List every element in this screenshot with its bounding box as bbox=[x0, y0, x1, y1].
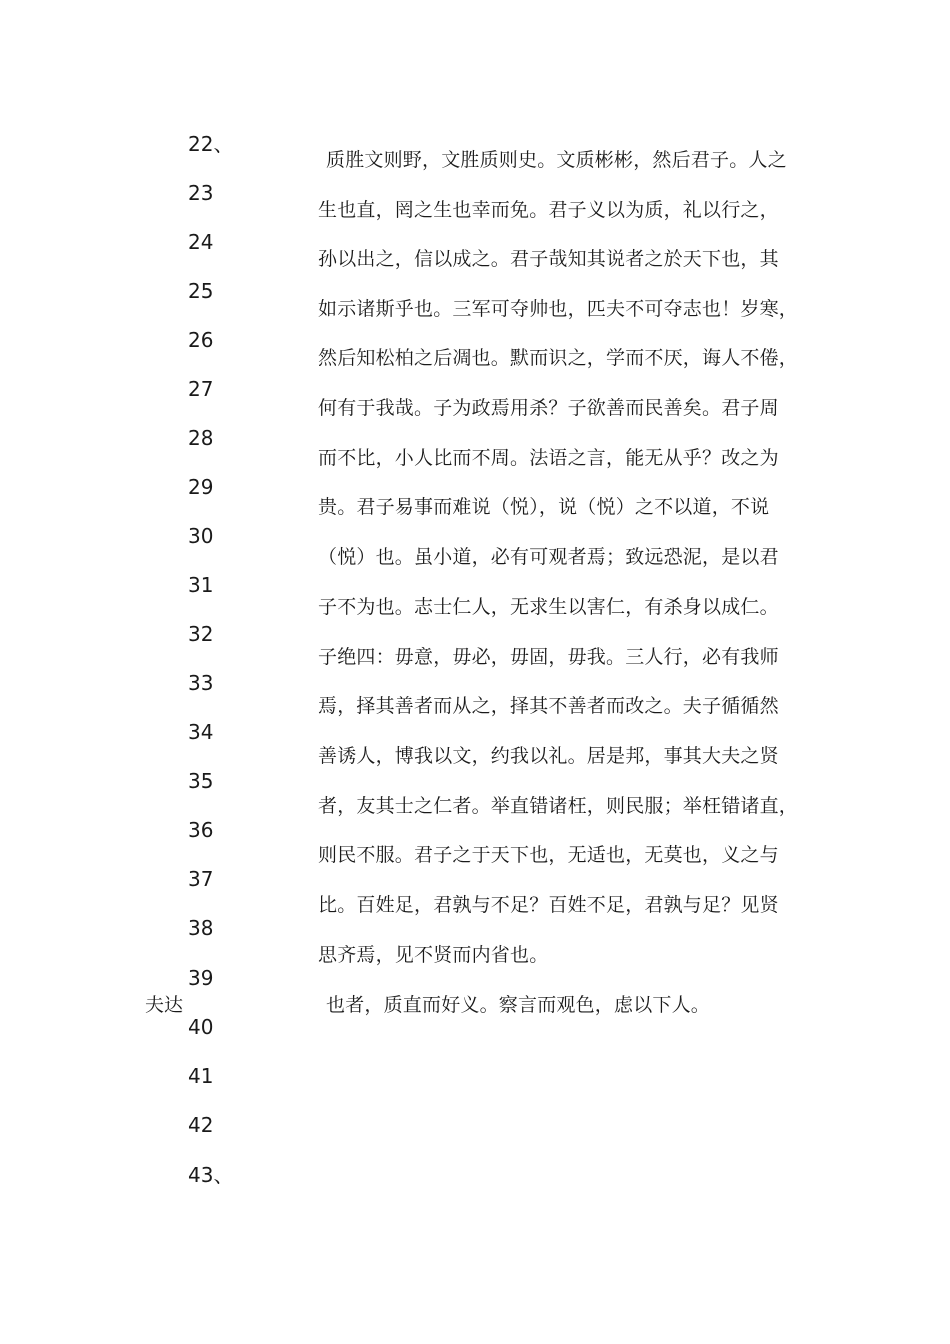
line-number: 29 bbox=[188, 475, 214, 499]
line-number: 42 bbox=[188, 1113, 214, 1137]
line-number: 40 bbox=[188, 1015, 214, 1039]
text-line: 而不比，小人比而不周。法语之言，能无从乎？改之为 bbox=[318, 447, 779, 469]
text-line: 孙以出之，信以成之。君子哉知其说者之於天下也，其 bbox=[318, 248, 779, 270]
line-number: 37 bbox=[188, 867, 214, 891]
line-number: 34 bbox=[188, 720, 214, 744]
line-number: 36 bbox=[188, 818, 214, 842]
text-line: 则民不服。君子之于天下也，无适也，无莫也，义之与 bbox=[318, 844, 779, 866]
line-number: 27 bbox=[188, 377, 214, 401]
side-label: 夫达 bbox=[145, 994, 184, 1016]
line-number: 38 bbox=[188, 916, 214, 940]
text-line: 何有于我哉。子为政焉用杀？子欲善而民善矣。君子周 bbox=[318, 397, 779, 419]
text-line: 比。百姓足，君孰与不足？百姓不足，君孰与足？见贤 bbox=[318, 894, 779, 916]
line-number: 24 bbox=[188, 230, 214, 254]
line-number: 41 bbox=[188, 1064, 214, 1088]
line-number: 43、 bbox=[188, 1163, 234, 1187]
line-number: 26 bbox=[188, 328, 214, 352]
text-line: 者，友其士之仁者。举直错诸枉，则民服；举枉错诸直， bbox=[318, 795, 799, 817]
line-number: 35 bbox=[188, 769, 214, 793]
text-line: （悦）也。虽小道，必有可观者焉；致远恐泥，是以君 bbox=[318, 546, 779, 568]
line-number: 28 bbox=[188, 426, 214, 450]
line-number: 32 bbox=[188, 622, 214, 646]
text-line: 善诱人，博我以文，约我以礼。居是邦，事其大夫之贤 bbox=[318, 745, 779, 767]
line-number: 31 bbox=[188, 573, 214, 597]
text-line: 也者，质直而好义。察言而观色，虑以下人。 bbox=[326, 994, 711, 1016]
text-line: 贵。君子易事而难说（悦），说（悦）之不以道，不说 bbox=[318, 496, 770, 518]
text-line: 子不为也。志士仁人，无求生以害仁，有杀身以成仁。 bbox=[318, 596, 779, 618]
line-number: 39 bbox=[188, 966, 214, 990]
text-line: 生也直，罔之生也幸而免。君子义以为质，礼以行之， bbox=[318, 199, 779, 221]
text-line: 如示诸斯乎也。三军可夺帅也，匹夫不可夺志也！岁寒， bbox=[318, 298, 799, 320]
text-line: 然后知松柏之后凋也。默而识之，学而不厌，诲人不倦， bbox=[318, 347, 799, 369]
text-line: 焉，择其善者而从之，择其不善者而改之。夫子循循然 bbox=[318, 695, 779, 717]
line-number: 30 bbox=[188, 524, 214, 548]
line-number: 25 bbox=[188, 279, 214, 303]
line-number: 33 bbox=[188, 671, 214, 695]
text-line: 思齐焉，见不贤而内省也。 bbox=[318, 944, 549, 966]
text-line: 子绝四：毋意，毋必，毋固，毋我。三人行，必有我师 bbox=[318, 646, 779, 668]
text-line: 质胜文则野，文胜质则史。文质彬彬，然后君子。人之 bbox=[326, 149, 787, 171]
line-number: 23 bbox=[188, 181, 214, 205]
line-number: 22、 bbox=[188, 132, 234, 156]
